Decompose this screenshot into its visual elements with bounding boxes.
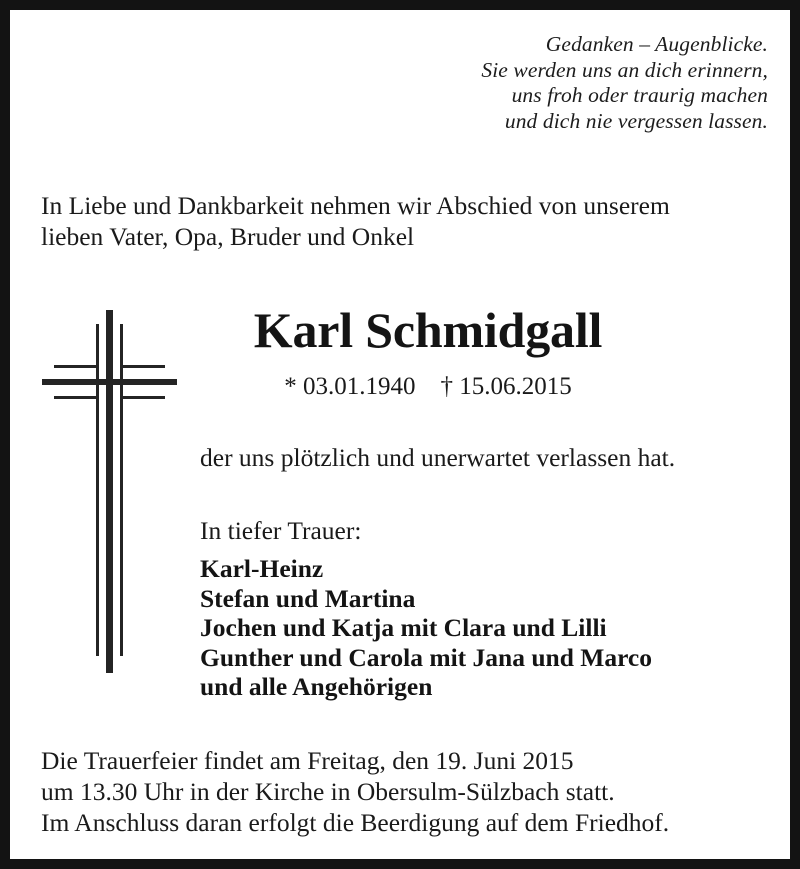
mourning-heading: In tiefer Trauer: [200, 516, 362, 545]
epigraph-verse [348, 32, 768, 134]
epigraph-line-4: und dich nie vergessen lassen. [504, 108, 768, 133]
service-line-1: Die Trauerfeier findet am Freitag, den 19. Juni 2015 [41, 746, 574, 775]
mourner-line-1: Karl-Heinz [200, 554, 324, 583]
deceased-name: Karl Schmidgall [253, 302, 603, 358]
service-line-2: um 13.30 Uhr in der Kirche in Obersulm-Sülzbach statt. [41, 777, 615, 806]
notice-inner-surface [10, 10, 790, 859]
passing-statement: der uns plötzlich und unerwartet verlassen hat. [200, 443, 676, 472]
epigraph-line-2: Sie werden uns an dich erinnern, [481, 57, 768, 82]
intro-line-2: lieben Vater, Opa, Bruder und Onkel [41, 222, 415, 251]
intro-paragraph [41, 190, 771, 252]
service-line-3: Im Anschluss daran erfolgt die Beerdigung auf dem Friedhof. [41, 808, 670, 837]
service-details [41, 745, 781, 838]
mourners-list [200, 554, 760, 702]
mourner-line-4: Gunther und Carola mit Jana und Marco [200, 642, 652, 672]
mourner-line-2: Stefan und Martina [200, 583, 416, 613]
cross-icon [22, 301, 192, 681]
mourner-line-5: und alle Angehörigen [200, 672, 433, 701]
intro-line-1: In Liebe und Dankbarkeit nehmen wir Abschied von unserem [41, 191, 670, 220]
epigraph-line-1: Gedanken – Augenblicke. [545, 32, 768, 56]
mourner-line-3: Jochen und Katja mit Clara und Lilli [200, 613, 607, 642]
life-dates: * 03.01.1940 † 15.06.2015 [284, 373, 572, 400]
epigraph-line-3: uns froh oder traurig machen [511, 83, 768, 107]
